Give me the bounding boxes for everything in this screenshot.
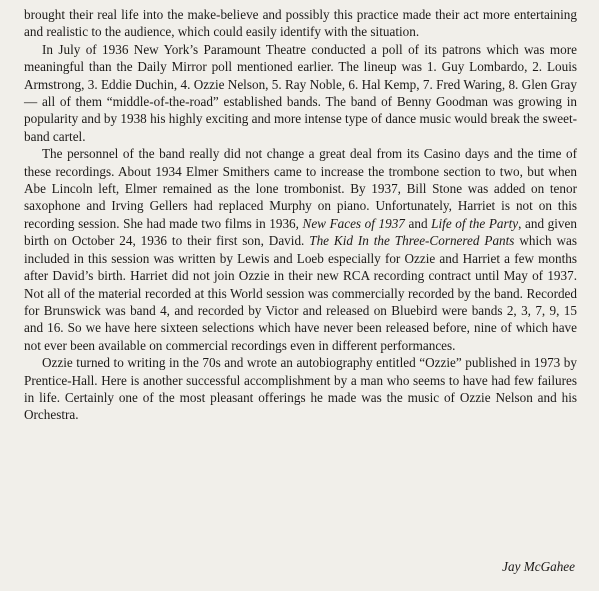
text-segment: brought their real life into the make-believe and possibly this practice made their act more entertaining and realistic to the audience, which could easily identify with the situation. bbox=[24, 7, 577, 40]
paragraph-2 bbox=[24, 41, 577, 145]
text-segment: which was included in this session was written by Lewis and Loeb especially for Ozzie and Harriet a few months after David’s birth. Harriet did not join Ozzie in their new RCA recording contract until May of 1937. Not all of the material recorded at this World session was commercially recorded by the band. Recorded for Brunswick was band 4, and recorded by Victor and released on Bluebird were bands 2, 3, 7, 9, 15 and 16. So we have here sixteen selections which have never been released before, nine of which have not ever been available on commercial recordings even in different performances. bbox=[24, 233, 577, 353]
text-segment: , and given birth on October 24, 1936 to their first son, David. bbox=[24, 215, 577, 249]
text-segment: In July of 1936 New York’s Paramount Theatre conducted a poll of its patrons which was more meaningful than the Daily Mirror poll mentioned earlier. The lineup was 1. Guy Lombardo, 2. Louis Armstrong, 3. Eddie Duchin, 4. Ozzie Nelson, 5. Ray Noble, 6. Hal Kemp, 7. Fred Waring, 8. Glen Gray — all of them “middle-of-the-road” established bands. The band of Benny Goodman was growing in popularity and by 1938 his highly exciting and more intense type of dance music would break the sweet-band cartel. bbox=[24, 41, 577, 144]
paragraph-4 bbox=[24, 354, 577, 424]
song-title: The Kid In the Three-Cornered Pants bbox=[309, 233, 515, 249]
film-title: New Faces of 1937 bbox=[302, 215, 405, 231]
paragraph-1 bbox=[24, 6, 577, 41]
author-signature: Jay McGahee bbox=[502, 559, 575, 574]
text-segment: and bbox=[404, 215, 432, 231]
text-segment: Ozzie turned to writing in the 70s and wrote an autobiography entitled “Ozzie” published in 1973 by Prentice-Hall. Here is another successful accomplishment by a man who seems to have had few failures in life. Certainly one of the most pleasant offerings he made was the music of Ozzie Nelson and his Orchestra. bbox=[24, 355, 577, 423]
text-segment: The personnel of the band really did not change a great deal from its Casino days and the time of these recordings. About 1934 Elmer Smithers came to increase the trombone section to two, but when Abe Lincoln left, Elmer remained as the lone trombonist. By 1937, Bill Stone was added on tenor saxophone and Irving Gellers had replaced Murphy on piano. Unfortunately, Harriet is not on this recording session. She had made two films in 1936, bbox=[24, 146, 577, 231]
film-title: Life of the Party bbox=[431, 215, 519, 231]
paragraph-3 bbox=[24, 145, 577, 354]
